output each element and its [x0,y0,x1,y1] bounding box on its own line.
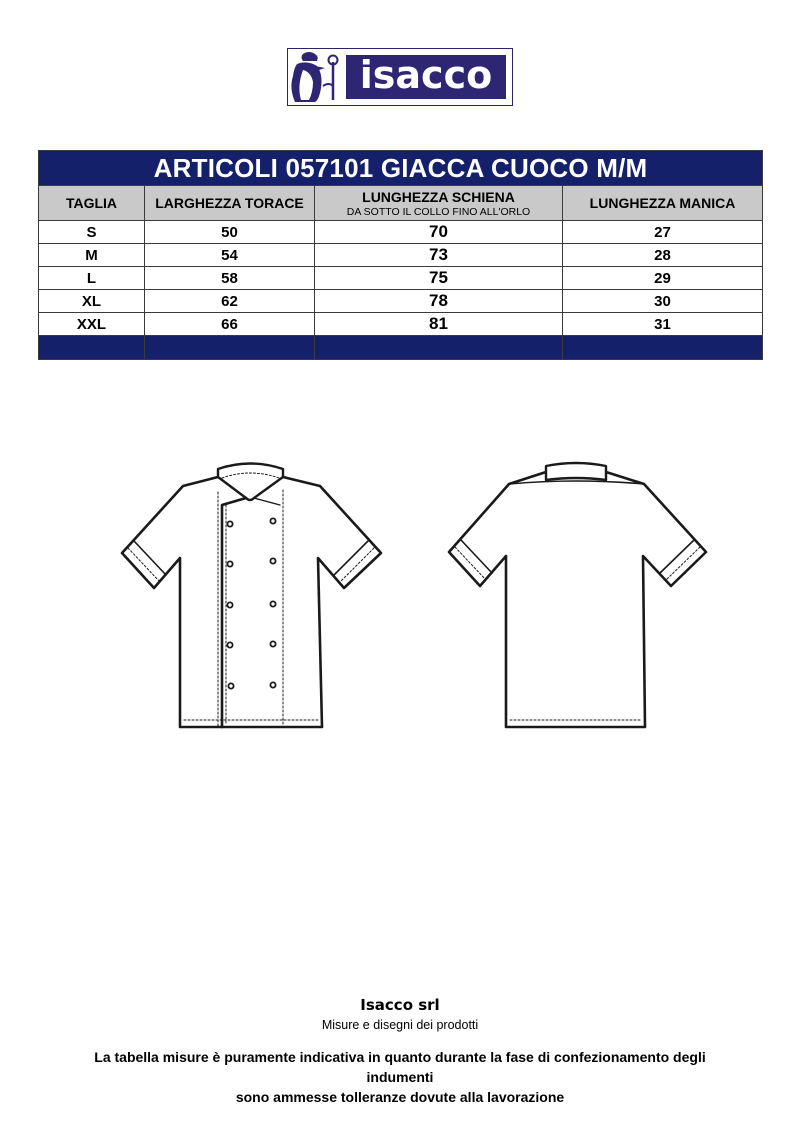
size-table [38,150,763,360]
table-row [39,267,763,290]
cell-back: 70 [315,221,563,244]
cell-size: XXL [39,313,145,336]
header-back [315,186,563,221]
table-header-row [39,186,763,221]
header-back-note: DA SOTTO IL COLLO FINO ALL'ORLO [346,205,531,218]
cell-size: XL [39,290,145,313]
cell-chest: 50 [145,221,315,244]
cell-chest: 54 [145,244,315,267]
penguin-chef-logo-icon [289,50,345,104]
header-back-label: LUNGHEZZA SCHIENA [362,188,515,205]
isacco-logo [287,48,513,106]
cell-chest: 62 [145,290,315,313]
table-row [39,244,763,267]
cell-back: 75 [315,267,563,290]
jacket-drawings [0,455,800,740]
logo-wordmark-box [346,55,506,99]
jacket-front-drawing [122,464,381,728]
cell-sleeve: 31 [563,313,763,336]
footer-subtitle: Misure e disegni dei prodotti [321,1018,479,1032]
table-row [39,290,763,313]
jacket-back-drawing [449,463,706,727]
cell-sleeve: 28 [563,244,763,267]
cell-sleeve: 30 [563,290,763,313]
tolerance-note-line1: La tabella misure è puramente indicativa in quanto durante la fase di confezionamento degli indumenti [94,1049,706,1085]
table-title: ARTICOLI 057101 GIACCA CUOCO M/M [39,151,763,186]
cell-size: M [39,244,145,267]
table-row [39,313,763,336]
tolerance-note [60,1047,740,1107]
company-name: Isacco srl [360,996,440,1014]
cell-back: 81 [315,313,563,336]
header-sleeve: LUNGHEZZA MANICA [563,186,763,221]
cell-sleeve: 27 [563,221,763,244]
header-chest: LARGHEZZA TORACE [145,186,315,221]
tolerance-note-line2: sono ammesse tolleranze dovute alla lavorazione [235,1089,565,1105]
cell-size: S [39,221,145,244]
cell-sleeve: 29 [563,267,763,290]
table-footer-band [39,336,763,360]
table-title-row [39,151,763,186]
cell-size: L [39,267,145,290]
header-size: TAGLIA [39,186,145,221]
cell-back: 73 [315,244,563,267]
cell-back: 78 [315,290,563,313]
logo-wordmark: isacco [359,53,493,97]
table-row [39,221,763,244]
cell-chest: 66 [145,313,315,336]
cell-chest: 58 [145,267,315,290]
